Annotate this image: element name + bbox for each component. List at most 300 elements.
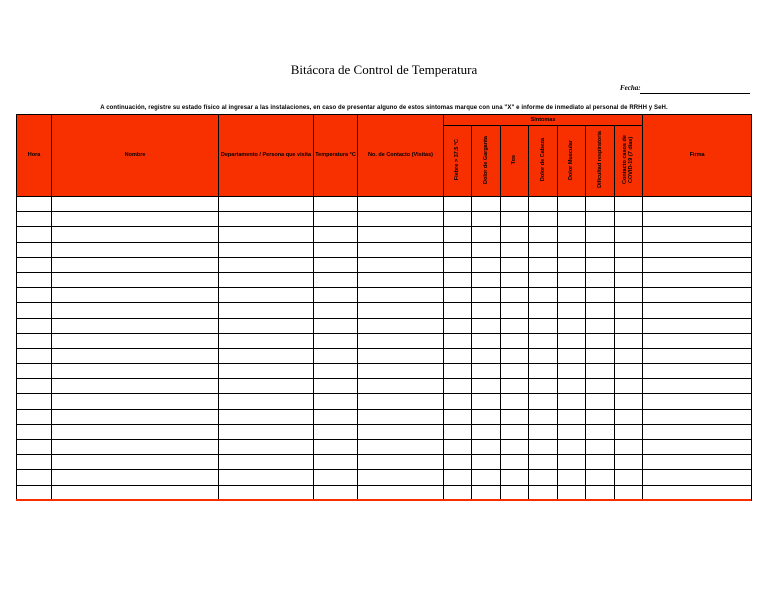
table-cell[interactable] xyxy=(615,288,643,303)
table-cell[interactable] xyxy=(52,424,219,439)
table-cell[interactable] xyxy=(615,409,643,424)
table-cell[interactable] xyxy=(615,394,643,409)
table-cell[interactable] xyxy=(472,409,501,424)
table-cell[interactable] xyxy=(643,470,752,485)
table-cell[interactable] xyxy=(529,212,558,227)
table-cell[interactable] xyxy=(529,333,558,348)
table-cell[interactable] xyxy=(17,288,52,303)
table-cell[interactable] xyxy=(558,288,586,303)
table-cell[interactable] xyxy=(501,364,529,379)
table-cell[interactable] xyxy=(615,318,643,333)
table-cell[interactable] xyxy=(444,394,472,409)
table-cell[interactable] xyxy=(358,242,444,257)
date-label: Fecha: xyxy=(620,84,641,92)
symptom-label: Dificultad respiratoria xyxy=(596,131,603,189)
table-cell[interactable] xyxy=(586,272,615,287)
table-row xyxy=(17,440,752,455)
table-cell[interactable] xyxy=(529,455,558,470)
table-cell[interactable] xyxy=(586,257,615,272)
table-cell[interactable] xyxy=(219,303,314,318)
table-cell[interactable] xyxy=(643,288,752,303)
table-cell[interactable] xyxy=(529,364,558,379)
table-cell[interactable] xyxy=(501,485,529,500)
table-cell[interactable] xyxy=(17,394,52,409)
table-cell[interactable] xyxy=(472,470,501,485)
table-cell[interactable] xyxy=(444,303,472,318)
table-cell[interactable] xyxy=(586,470,615,485)
table-cell[interactable] xyxy=(586,288,615,303)
table-cell[interactable] xyxy=(17,303,52,318)
table-cell[interactable] xyxy=(444,197,472,212)
table-cell[interactable] xyxy=(314,364,358,379)
table-cell[interactable] xyxy=(643,272,752,287)
table-cell[interactable] xyxy=(501,288,529,303)
table-cell[interactable] xyxy=(219,485,314,500)
table-cell[interactable] xyxy=(529,409,558,424)
table-cell[interactable] xyxy=(358,485,444,500)
table-cell[interactable] xyxy=(219,272,314,287)
table-cell[interactable] xyxy=(501,348,529,363)
table-cell[interactable] xyxy=(558,333,586,348)
table-cell[interactable] xyxy=(501,257,529,272)
table-cell[interactable] xyxy=(219,379,314,394)
table-cell[interactable] xyxy=(615,257,643,272)
table-cell[interactable] xyxy=(586,379,615,394)
table-bottom-accent xyxy=(16,499,751,501)
symptom-label: Tos xyxy=(511,155,518,165)
table-cell[interactable] xyxy=(17,242,52,257)
table-cell[interactable] xyxy=(529,288,558,303)
table-cell[interactable] xyxy=(17,409,52,424)
table-cell[interactable] xyxy=(219,409,314,424)
table-cell[interactable] xyxy=(501,424,529,439)
table-cell[interactable] xyxy=(643,440,752,455)
header-symptom xyxy=(615,126,643,197)
table-cell[interactable] xyxy=(358,455,444,470)
table-cell[interactable] xyxy=(643,197,752,212)
table-cell[interactable] xyxy=(586,409,615,424)
table-cell[interactable] xyxy=(472,394,501,409)
table-cell[interactable] xyxy=(615,272,643,287)
table-row xyxy=(17,242,752,257)
table-cell[interactable] xyxy=(314,197,358,212)
table-cell[interactable] xyxy=(586,485,615,500)
table-cell[interactable] xyxy=(358,288,444,303)
table-cell[interactable] xyxy=(17,379,52,394)
table-cell[interactable] xyxy=(472,242,501,257)
table-cell[interactable] xyxy=(586,440,615,455)
table-cell[interactable] xyxy=(314,318,358,333)
table-cell[interactable] xyxy=(17,227,52,242)
table-row xyxy=(17,379,752,394)
table-cell[interactable] xyxy=(52,242,219,257)
table-cell[interactable] xyxy=(615,485,643,500)
table-cell[interactable] xyxy=(444,455,472,470)
table-cell[interactable] xyxy=(529,470,558,485)
table-cell[interactable] xyxy=(558,272,586,287)
table-cell[interactable] xyxy=(558,394,586,409)
table-cell[interactable] xyxy=(472,440,501,455)
table-cell[interactable] xyxy=(52,333,219,348)
table-cell[interactable] xyxy=(558,257,586,272)
table-cell[interactable] xyxy=(643,212,752,227)
table-cell[interactable] xyxy=(558,227,586,242)
table-cell[interactable] xyxy=(444,440,472,455)
table-cell[interactable] xyxy=(501,379,529,394)
table-cell[interactable] xyxy=(52,409,219,424)
table-cell[interactable] xyxy=(219,242,314,257)
header-symptom xyxy=(444,126,472,197)
table-cell[interactable] xyxy=(314,348,358,363)
table-cell[interactable] xyxy=(444,242,472,257)
table-cell[interactable] xyxy=(615,364,643,379)
table-cell[interactable] xyxy=(17,257,52,272)
table-row xyxy=(17,364,752,379)
header-firma: Firma xyxy=(643,115,752,197)
header-departamento: Departamento / Persona que visita xyxy=(219,115,314,197)
table-cell[interactable] xyxy=(529,440,558,455)
table-cell[interactable] xyxy=(17,197,52,212)
table-cell[interactable] xyxy=(586,455,615,470)
table-cell[interactable] xyxy=(615,440,643,455)
header-nombre: Nombre xyxy=(52,115,219,197)
table-cell[interactable] xyxy=(643,257,752,272)
table-cell[interactable] xyxy=(643,333,752,348)
table-cell[interactable] xyxy=(219,227,314,242)
table-cell[interactable] xyxy=(358,212,444,227)
table-cell[interactable] xyxy=(314,272,358,287)
table-row xyxy=(17,257,752,272)
table-cell[interactable] xyxy=(529,227,558,242)
symptom-label: Fiebre > 37.5 °C xyxy=(454,139,461,181)
table-cell[interactable] xyxy=(314,440,358,455)
symptom-label: Dolor Muscular xyxy=(568,139,575,180)
table-cell[interactable] xyxy=(615,242,643,257)
table-cell[interactable] xyxy=(219,424,314,439)
table-cell[interactable] xyxy=(529,485,558,500)
table-cell[interactable] xyxy=(472,227,501,242)
table-cell[interactable] xyxy=(586,227,615,242)
table-cell[interactable] xyxy=(358,379,444,394)
table-cell[interactable] xyxy=(586,424,615,439)
table-cell[interactable] xyxy=(501,303,529,318)
table-cell[interactable] xyxy=(52,197,219,212)
table-cell[interactable] xyxy=(219,440,314,455)
instructions-text: A continuación, registre su estado físico al ingresar a las instalaciones, en caso de presentar alguno de estos síntomas marque con una "X" e informe de inmediato al personal de RRHH y SeH. xyxy=(100,105,668,111)
table-cell[interactable] xyxy=(501,318,529,333)
table-cell[interactable] xyxy=(501,333,529,348)
table-cell[interactable] xyxy=(358,333,444,348)
table-cell[interactable] xyxy=(17,485,52,500)
table-cell[interactable] xyxy=(444,212,472,227)
table-cell[interactable] xyxy=(472,348,501,363)
table-cell[interactable] xyxy=(219,455,314,470)
table-cell[interactable] xyxy=(444,379,472,394)
table-cell[interactable] xyxy=(558,348,586,363)
table-cell[interactable] xyxy=(52,272,219,287)
table-cell[interactable] xyxy=(219,197,314,212)
table-cell[interactable] xyxy=(17,424,52,439)
table-cell[interactable] xyxy=(529,242,558,257)
table-cell[interactable] xyxy=(615,333,643,348)
table-cell[interactable] xyxy=(314,379,358,394)
table-cell[interactable] xyxy=(219,257,314,272)
table-cell[interactable] xyxy=(558,485,586,500)
table-cell[interactable] xyxy=(586,303,615,318)
table-cell[interactable] xyxy=(444,318,472,333)
table-cell[interactable] xyxy=(219,318,314,333)
header-symptom xyxy=(529,126,558,197)
table-row xyxy=(17,212,752,227)
table-cell[interactable] xyxy=(586,333,615,348)
table-cell[interactable] xyxy=(52,212,219,227)
table-cell[interactable] xyxy=(586,364,615,379)
header-contacto: No. de Contacto (Visitas) xyxy=(358,115,444,197)
table-cell[interactable] xyxy=(314,212,358,227)
header-temperatura: Temperatura °C xyxy=(314,115,358,197)
table-cell[interactable] xyxy=(17,333,52,348)
table-cell[interactable] xyxy=(219,333,314,348)
table-cell[interactable] xyxy=(444,272,472,287)
table-cell[interactable] xyxy=(472,379,501,394)
table-cell[interactable] xyxy=(558,470,586,485)
table-cell[interactable] xyxy=(558,379,586,394)
table-cell[interactable] xyxy=(52,470,219,485)
table-row xyxy=(17,394,752,409)
table-cell[interactable] xyxy=(529,348,558,363)
table-cell[interactable] xyxy=(501,470,529,485)
table-cell[interactable] xyxy=(643,364,752,379)
table-cell[interactable] xyxy=(52,348,219,363)
table-cell[interactable] xyxy=(643,409,752,424)
table-cell[interactable] xyxy=(444,424,472,439)
table-cell[interactable] xyxy=(472,212,501,227)
table-cell[interactable] xyxy=(643,303,752,318)
table-row xyxy=(17,333,752,348)
table-cell[interactable] xyxy=(219,348,314,363)
table-cell[interactable] xyxy=(219,470,314,485)
table-cell[interactable] xyxy=(472,257,501,272)
table-cell[interactable] xyxy=(472,197,501,212)
table-cell[interactable] xyxy=(586,318,615,333)
table-cell[interactable] xyxy=(17,318,52,333)
table-row xyxy=(17,424,752,439)
table-cell[interactable] xyxy=(314,227,358,242)
header-symptom xyxy=(501,126,529,197)
table-cell[interactable] xyxy=(358,303,444,318)
table-cell[interactable] xyxy=(643,485,752,500)
table-row xyxy=(17,227,752,242)
table-cell[interactable] xyxy=(558,440,586,455)
table-cell[interactable] xyxy=(615,379,643,394)
table-cell[interactable] xyxy=(444,227,472,242)
table-cell[interactable] xyxy=(52,288,219,303)
table-cell[interactable] xyxy=(314,288,358,303)
table-cell[interactable] xyxy=(17,272,52,287)
table-cell[interactable] xyxy=(586,394,615,409)
table-cell[interactable] xyxy=(558,409,586,424)
table-cell[interactable] xyxy=(17,440,52,455)
table-row xyxy=(17,455,752,470)
table-cell[interactable] xyxy=(314,485,358,500)
table-cell[interactable] xyxy=(472,303,501,318)
table-cell[interactable] xyxy=(615,227,643,242)
table-cell[interactable] xyxy=(472,318,501,333)
table-cell[interactable] xyxy=(615,212,643,227)
document-title: Bitácora de Control de Temperatura xyxy=(290,62,478,77)
table-cell[interactable] xyxy=(615,455,643,470)
table-cell[interactable] xyxy=(219,364,314,379)
table-cell[interactable] xyxy=(643,242,752,257)
table-cell[interactable] xyxy=(643,455,752,470)
table-cell[interactable] xyxy=(358,364,444,379)
table-cell[interactable] xyxy=(529,394,558,409)
table-cell[interactable] xyxy=(558,197,586,212)
header-symptom xyxy=(558,126,586,197)
table-cell[interactable] xyxy=(314,424,358,439)
table-cell[interactable] xyxy=(444,348,472,363)
table-cell[interactable] xyxy=(586,348,615,363)
table-cell[interactable] xyxy=(501,394,529,409)
table-cell[interactable] xyxy=(586,212,615,227)
table-cell[interactable] xyxy=(444,485,472,500)
table-cell[interactable] xyxy=(444,409,472,424)
table-cell[interactable] xyxy=(314,333,358,348)
table-cell[interactable] xyxy=(52,394,219,409)
table-row xyxy=(17,348,752,363)
table-row xyxy=(17,288,752,303)
table-cell[interactable] xyxy=(17,212,52,227)
table-cell[interactable] xyxy=(501,272,529,287)
table-cell[interactable] xyxy=(501,212,529,227)
table-cell[interactable] xyxy=(219,288,314,303)
table-cell[interactable] xyxy=(529,257,558,272)
header-hora: Hora xyxy=(17,115,52,197)
table-cell[interactable] xyxy=(52,455,219,470)
table-cell[interactable] xyxy=(615,424,643,439)
table-cell[interactable] xyxy=(52,257,219,272)
temperature-log-table xyxy=(16,114,752,501)
table-cell[interactable] xyxy=(358,424,444,439)
table-cell[interactable] xyxy=(529,318,558,333)
table-cell[interactable] xyxy=(52,440,219,455)
table-cell[interactable] xyxy=(358,197,444,212)
table-cell[interactable] xyxy=(472,333,501,348)
table-cell[interactable] xyxy=(314,242,358,257)
table-cell[interactable] xyxy=(17,470,52,485)
table-cell[interactable] xyxy=(529,379,558,394)
table-row xyxy=(17,272,752,287)
table-cell[interactable] xyxy=(314,455,358,470)
table-cell[interactable] xyxy=(358,394,444,409)
table-cell[interactable] xyxy=(17,364,52,379)
table-cell[interactable] xyxy=(472,288,501,303)
table-cell[interactable] xyxy=(558,424,586,439)
table-cell[interactable] xyxy=(358,257,444,272)
date-field-line[interactable] xyxy=(640,93,750,94)
table-cell[interactable] xyxy=(615,197,643,212)
table-cell[interactable] xyxy=(358,318,444,333)
table-cell[interactable] xyxy=(358,440,444,455)
table-cell[interactable] xyxy=(444,470,472,485)
table-cell[interactable] xyxy=(529,197,558,212)
table-cell[interactable] xyxy=(52,303,219,318)
table-cell[interactable] xyxy=(501,455,529,470)
header-symptom xyxy=(472,126,501,197)
table-cell[interactable] xyxy=(643,348,752,363)
table-cell[interactable] xyxy=(219,394,314,409)
table-cell[interactable] xyxy=(358,272,444,287)
table-cell[interactable] xyxy=(558,318,586,333)
table-row xyxy=(17,197,752,212)
table-cell[interactable] xyxy=(358,227,444,242)
table-cell[interactable] xyxy=(358,348,444,363)
table-cell[interactable] xyxy=(643,379,752,394)
table-cell[interactable] xyxy=(444,257,472,272)
table-cell[interactable] xyxy=(472,364,501,379)
table-cell[interactable] xyxy=(52,485,219,500)
table-cell[interactable] xyxy=(444,288,472,303)
table-cell[interactable] xyxy=(314,470,358,485)
table-cell[interactable] xyxy=(314,394,358,409)
table-cell[interactable] xyxy=(358,409,444,424)
table-cell[interactable] xyxy=(501,242,529,257)
table-cell[interactable] xyxy=(52,379,219,394)
table-cell[interactable] xyxy=(586,197,615,212)
table-cell[interactable] xyxy=(17,455,52,470)
table-cell[interactable] xyxy=(643,394,752,409)
table-cell[interactable] xyxy=(444,333,472,348)
table-cell[interactable] xyxy=(558,364,586,379)
table-cell[interactable] xyxy=(17,348,52,363)
table-cell[interactable] xyxy=(501,227,529,242)
table-cell[interactable] xyxy=(558,242,586,257)
table-cell[interactable] xyxy=(529,424,558,439)
table-cell[interactable] xyxy=(444,364,472,379)
table-cell[interactable] xyxy=(643,227,752,242)
table-cell[interactable] xyxy=(314,303,358,318)
table-cell[interactable] xyxy=(586,242,615,257)
table-cell[interactable] xyxy=(615,470,643,485)
table-cell[interactable] xyxy=(529,272,558,287)
table-cell[interactable] xyxy=(558,212,586,227)
table-cell[interactable] xyxy=(472,272,501,287)
header-symptom xyxy=(586,126,615,197)
table-cell[interactable] xyxy=(472,424,501,439)
table-cell[interactable] xyxy=(314,409,358,424)
table-cell[interactable] xyxy=(52,227,219,242)
table-cell[interactable] xyxy=(52,318,219,333)
table-cell[interactable] xyxy=(472,485,501,500)
table-cell[interactable] xyxy=(472,455,501,470)
table-cell[interactable] xyxy=(219,212,314,227)
table-cell[interactable] xyxy=(529,303,558,318)
table-cell[interactable] xyxy=(558,455,586,470)
table-cell[interactable] xyxy=(358,470,444,485)
header-sintomas: Síntomas xyxy=(444,115,643,126)
table-cell[interactable] xyxy=(501,409,529,424)
table-cell[interactable] xyxy=(52,364,219,379)
table-cell[interactable] xyxy=(615,303,643,318)
table-cell[interactable] xyxy=(558,303,586,318)
table-cell[interactable] xyxy=(643,318,752,333)
table-cell[interactable] xyxy=(501,197,529,212)
table-cell[interactable] xyxy=(314,257,358,272)
table-cell[interactable] xyxy=(501,440,529,455)
table-cell[interactable] xyxy=(615,348,643,363)
table-cell[interactable] xyxy=(643,424,752,439)
table-row xyxy=(17,318,752,333)
